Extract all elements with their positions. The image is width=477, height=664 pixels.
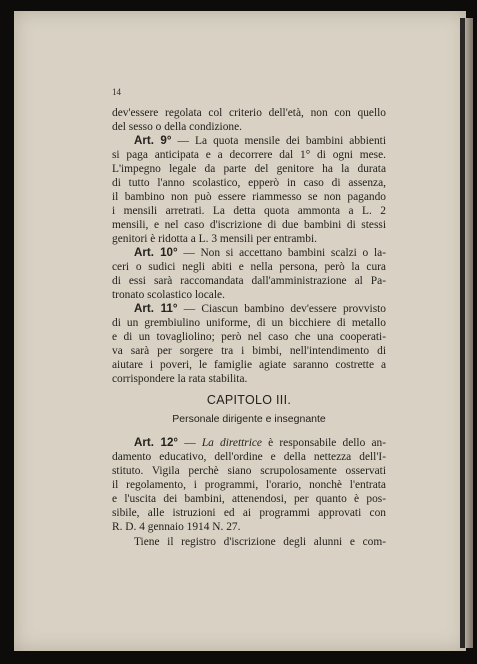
text-line: di essi sarà raccomandata dall'amministrazione al Pa-	[112, 275, 386, 287]
text-line: damento educativo, dell'ordine e della nettezza dell'I-	[112, 451, 386, 463]
text-line: e di un tovagliolino; però nel caso che una cooperati-	[112, 331, 386, 343]
text-line: il bambino non può essere riammesso se non pagando	[112, 191, 386, 203]
text-line: di un grembiulino uniforme, di un bicchiere di metallo	[112, 317, 386, 329]
text-line: sibile, alle istruzioni ed ai programmi approvati con	[112, 507, 386, 519]
text-line: mensili, e nel caso d'iscrizione di due bambini di stessi	[112, 219, 386, 231]
article-9-label: Art. 9°	[134, 134, 172, 147]
article-9-first-line: Art. 9° — La quota mensile dei bambini abbienti	[134, 134, 387, 147]
chapter-title: CAPITOLO III.	[206, 393, 292, 407]
article-10-label: Art. 10°	[134, 246, 178, 259]
text-line: va sarà per sorgere tra i bimbi, nell'intendimento di	[112, 345, 386, 357]
article-11-label: Art. 11°	[134, 302, 178, 315]
text-line: del sesso o della condizione.	[112, 121, 243, 133]
chapter-subtitle: Personale dirigente e insegnante	[172, 413, 326, 425]
text-line: si paga anticipata e a decorrere dal 1° di ogni mese.	[112, 149, 386, 161]
text-line: corrispondere la rata stabilita.	[112, 373, 248, 385]
text-line: ceri o sudici negli abiti e nella persona, però la cura	[112, 261, 386, 273]
article-12-first-line: Art. 12° — La direttrice è responsabile dello an-	[134, 436, 386, 449]
text-line: tronato scolastico locale.	[112, 289, 225, 301]
text-line: e l'uscita dei bambini, attenendosi, per quanto è pos-	[112, 493, 386, 505]
text-line: i mensili arretrati. La detta quota ammonta a L. 2	[112, 205, 386, 217]
article-12-label: Art. 12°	[134, 436, 179, 449]
page-number: 14	[112, 87, 121, 97]
book-edge	[465, 18, 473, 648]
text-line: il regolamento, i programmi, l'orario, nonchè l'entrata	[112, 479, 386, 491]
text-line: Tiene il registro d'iscrizione degli alunni e com-	[134, 536, 386, 548]
text-line: dev'essere regolata col criterio dell'età, non con quello	[112, 107, 386, 119]
article-10-first-line: Art. 10° — Non si accettano bambini scalzi o la-	[134, 246, 386, 259]
text-line: di tutto l'anno scolastico, epperò in caso di assenza,	[112, 177, 386, 189]
text-line: genitori è ridotta a L. 3 mensili per entrambi.	[112, 233, 317, 245]
text-line: L'impegno legale da parte del genitore ha la durata	[112, 163, 386, 175]
text-line: aiutare i poveri, le famiglie agiate saranno costrette a	[112, 359, 386, 371]
role-title: La direttrice	[201, 437, 262, 449]
text-line: R. D. 4 gennaio 1914 N. 27.	[112, 521, 241, 533]
article-11-first-line: Art. 11° — Ciascun bambino dev'essere provvisto	[134, 302, 386, 315]
text-line: stituto. Vigila perchè siano scrupolosamente osservati	[112, 465, 386, 477]
